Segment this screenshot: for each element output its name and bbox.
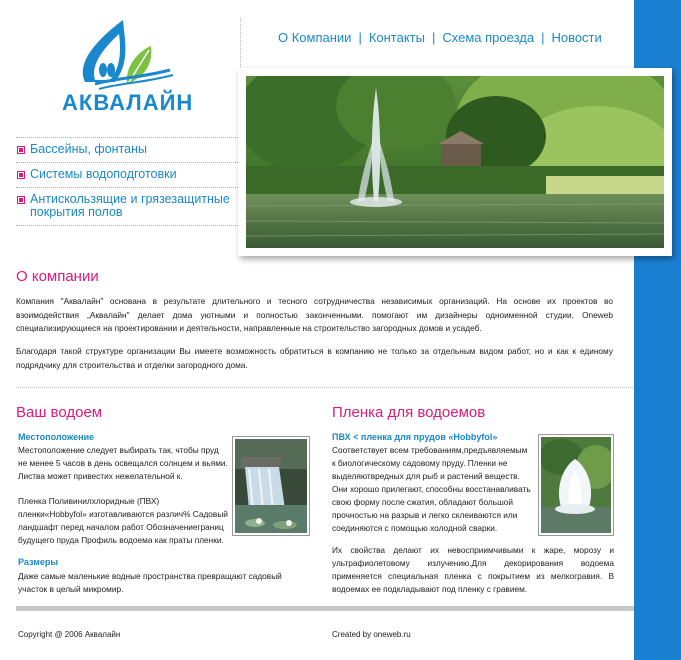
right-column-title: Пленка для водоемов <box>332 404 486 421</box>
right-subheading-pvc[interactable]: ПВХ < пленка для прудов «Hobbyfol» <box>332 432 498 442</box>
nav-news[interactable]: Новости <box>551 30 602 45</box>
nav-about[interactable]: О Компании <box>278 30 352 45</box>
side-menu-item-label: Антискользящие и грязезащитные покрытия полов <box>30 192 230 219</box>
fountain-pond-photo <box>246 76 664 248</box>
about-title: О компании <box>16 268 99 285</box>
nav-separator: | <box>541 30 545 45</box>
right-text-properties: Их свойства делают их невосприимчивыми к жаре, морозу и ультрафиолетовому излучению.Для декорирования водоема применяется специальная пленка с покрытием из мелкогравия. В водоемах ее подкладывают под пленку с гравием. <box>332 545 614 594</box>
bullet-icon <box>17 196 25 204</box>
left-text-location: Местоположение следует выбирать так, чтобы пруд не менее 5 часов в день освещался солнцем и вьями. Листва может привестих нежелательной к. <box>18 445 228 481</box>
footer-copyright: Copyright @ 2006 Аквалайн <box>18 630 121 639</box>
left-text-film: Пленка Поливинилхлоридные (ПВХ) пленки«Hobbyfol» изготавливаются различ% Садовый ландшафт перед началом работ Обозначениеграниц будущего пруда Профиль водоема как праты пленки. <box>18 496 228 545</box>
bullet-icon <box>17 146 25 154</box>
side-menu-item-pools[interactable] <box>16 138 238 163</box>
fountain-thumbnail <box>538 434 614 536</box>
left-subheading-sizes[interactable]: Размеры <box>18 557 59 567</box>
side-menu-item-water-treatment[interactable] <box>16 163 238 188</box>
nav-directions[interactable]: Схема проезда <box>442 30 535 45</box>
right-text-pvc: Соответствует всем требованиям,предъявляемым к биологическому садовому пруду. Пленки не выделяютвредных для рыб и растений веществ. Они хорошо прилегают, способны восстанавливать свою форму после сжатия, обладают большой прочностью на разрыв и легко склеиваются или соединяются с помощью холодной сварки. <box>332 445 531 533</box>
waterfall-thumbnail <box>232 436 310 536</box>
water-drop-logo-icon <box>55 12 190 92</box>
side-menu <box>16 137 238 226</box>
side-menu-item-floor-coverings[interactable] <box>16 188 238 226</box>
bottom-bar <box>16 606 634 611</box>
nav-separator: | <box>358 30 362 45</box>
nav-contacts[interactable]: Контакты <box>368 30 425 45</box>
brand-name: АКВАЛАЙН <box>62 90 194 115</box>
bullet-icon <box>17 171 25 179</box>
about-paragraph-2: Благодаря такой структуре организации Вы имеете возможность обратиться в компанию не только за отдельным видом работ, но и как к единому подрядчику для строительства и отделки загородного дома. <box>16 346 613 370</box>
left-column-title: Ваш водоем <box>16 404 103 421</box>
hero-photo <box>238 68 672 256</box>
about-paragraph-1: Компания "Аквалайн" основана в результате длительного и тесного сотрудничества независимых организаций. На основе их проектов во взоимодействия „Аквалайн" делает дома уютными и полностью законченными. помогают им дизайнеры одноименной студии, Oneweb специализирующиеся на проектировании и деятельности, направленные на строительство загородных домов и усадеб. <box>16 296 613 333</box>
left-text-sizes: Даже самые маленькие водные пространства превращают садовый участок в целый микромир. <box>18 571 282 594</box>
top-nav <box>278 30 602 45</box>
waterfall-image <box>235 439 307 533</box>
section-divider <box>16 387 633 388</box>
left-subheading-location[interactable]: Местоположение <box>18 432 95 442</box>
footer-created-by[interactable]: Created by oneweb.ru <box>332 630 411 639</box>
side-menu-item-label: Бассейны, фонтаны <box>30 142 147 156</box>
fountain-image <box>541 437 611 533</box>
nav-separator: | <box>431 30 436 45</box>
side-menu-item-label: Системы водоподготовки <box>30 167 177 181</box>
